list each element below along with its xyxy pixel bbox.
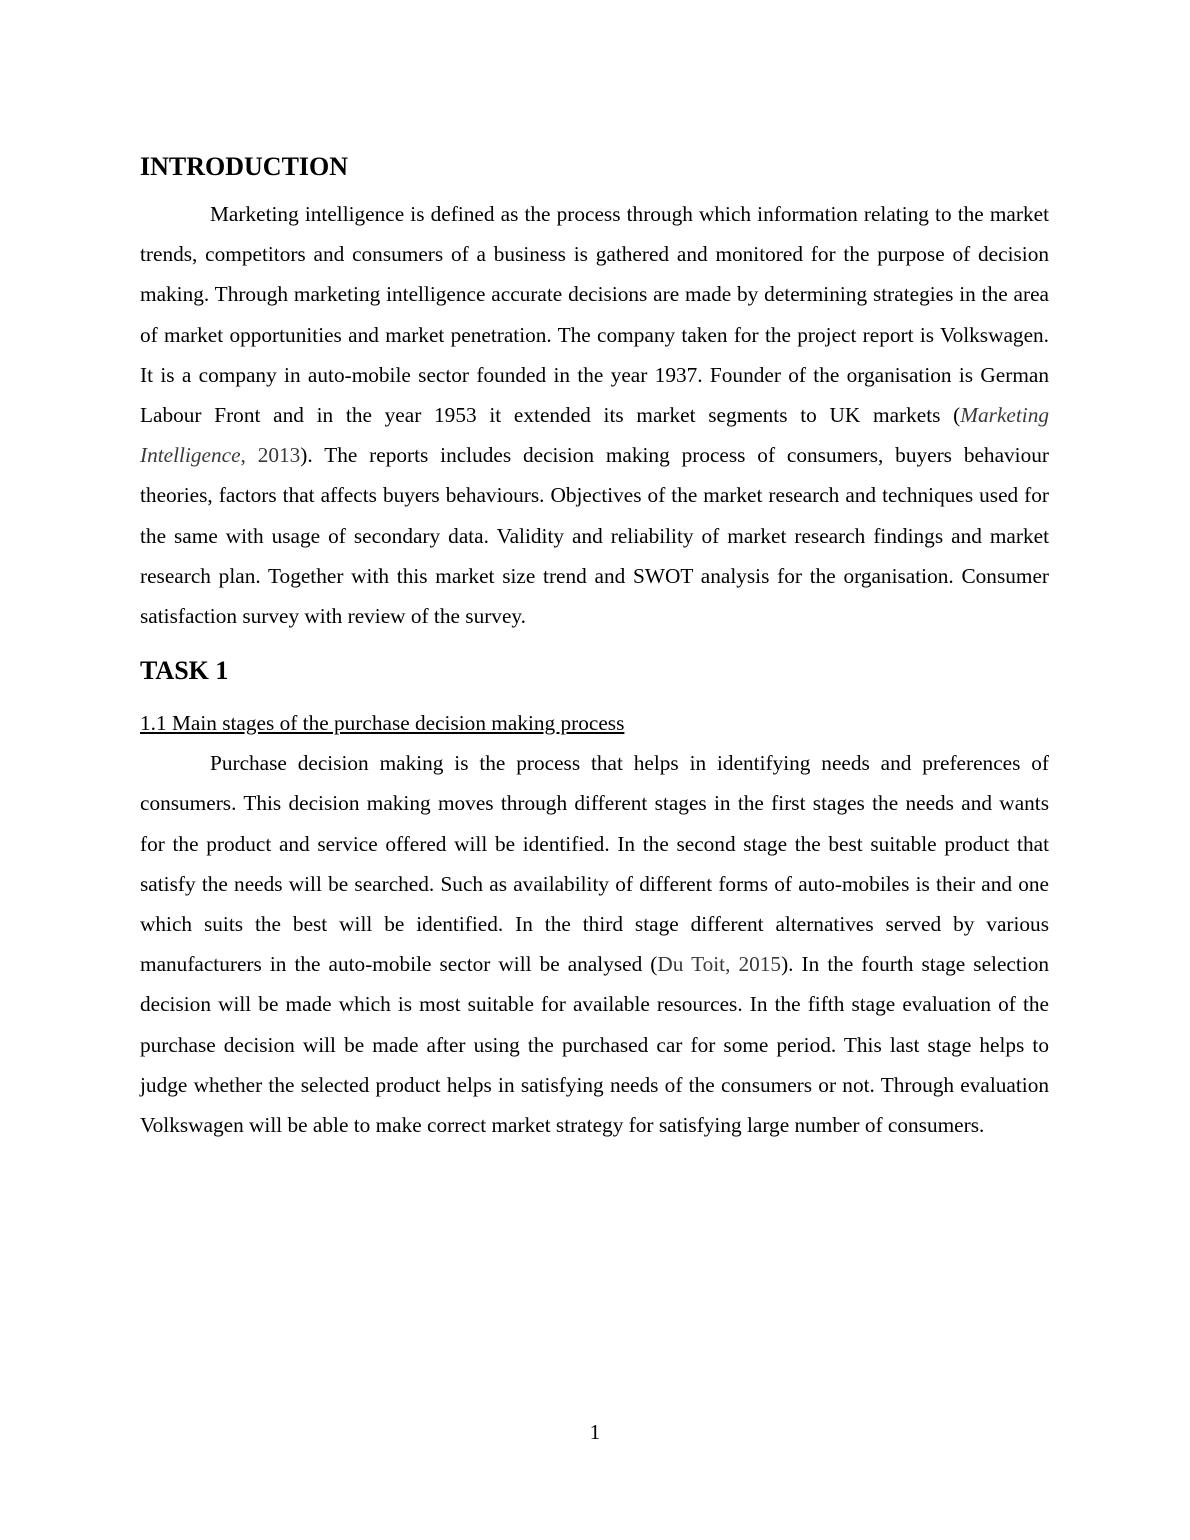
citation-year: , 2013: [240, 443, 301, 468]
introduction-text-part2: ). The reports includes decision making process of consumers, buyers behaviour theories, factors that affects buyers behaviours. Objectives of the market research and techniques used for the same with usage of secondary data. Validity and reliability of market research findings and market research plan. Together with this market size trend and SWOT analysis for the organisation. Consumer satisfaction survey with review of the survey.: [140, 443, 1049, 629]
page-number: 1: [589, 1420, 601, 1444]
introduction-paragraph: [140, 194, 1049, 636]
section-1-1-subheading: 1.1 Main stages of the purchase decision making process: [140, 711, 625, 736]
task1-text-part2: ). In the fourth stage selection decision will be made which is most suitable for available resources. In the fifth stage evaluation of the purchase decision will be made after using the purchased car for some period. This last stage helps to judge whether the selected product helps in satisfying needs of the consumers or not. Through evaluation Volkswagen will be able to make correct market strategy for satisfying large number of consumers.: [140, 952, 1049, 1138]
task1-text-part1: Purchase decision making is the process that helps in identifying needs and preferences of consumers. This decision making moves through different stages in the first stages the needs and wants for the product and service offered will be identified. In the second stage the best suitable product that satisfy the needs will be searched. Such as availability of different forms of auto-mobiles is their and one which suits the best will be identified. In the third stage different alternatives served by various manufacturers in the auto-mobile sector will be analysed (: [140, 751, 1049, 977]
page-content: [140, 150, 1049, 1145]
task1-citation: Du Toit, 2015: [657, 952, 782, 977]
introduction-text-part1: Marketing intelligence is defined as the process through which information relating to the market trends, competitors and consumers of a business is gathered and monitored for the purpose of decision making. Through marketing intelligence accurate decisions are made by determining strategies in the area of market opportunities and market penetration. The company taken for the project report is Volkswagen. It is a company in auto-mobile sector founded in the year 1937. Founder of the organisation is German Labour Front and in the year 1953 it extended its market segments to UK markets (: [140, 202, 1049, 428]
task1-paragraph: [140, 743, 1049, 1145]
task1-heading: TASK 1: [140, 656, 229, 686]
introduction-heading: INTRODUCTION: [140, 152, 349, 181]
citation-title: Marketing Intelligence: [140, 403, 1049, 468]
